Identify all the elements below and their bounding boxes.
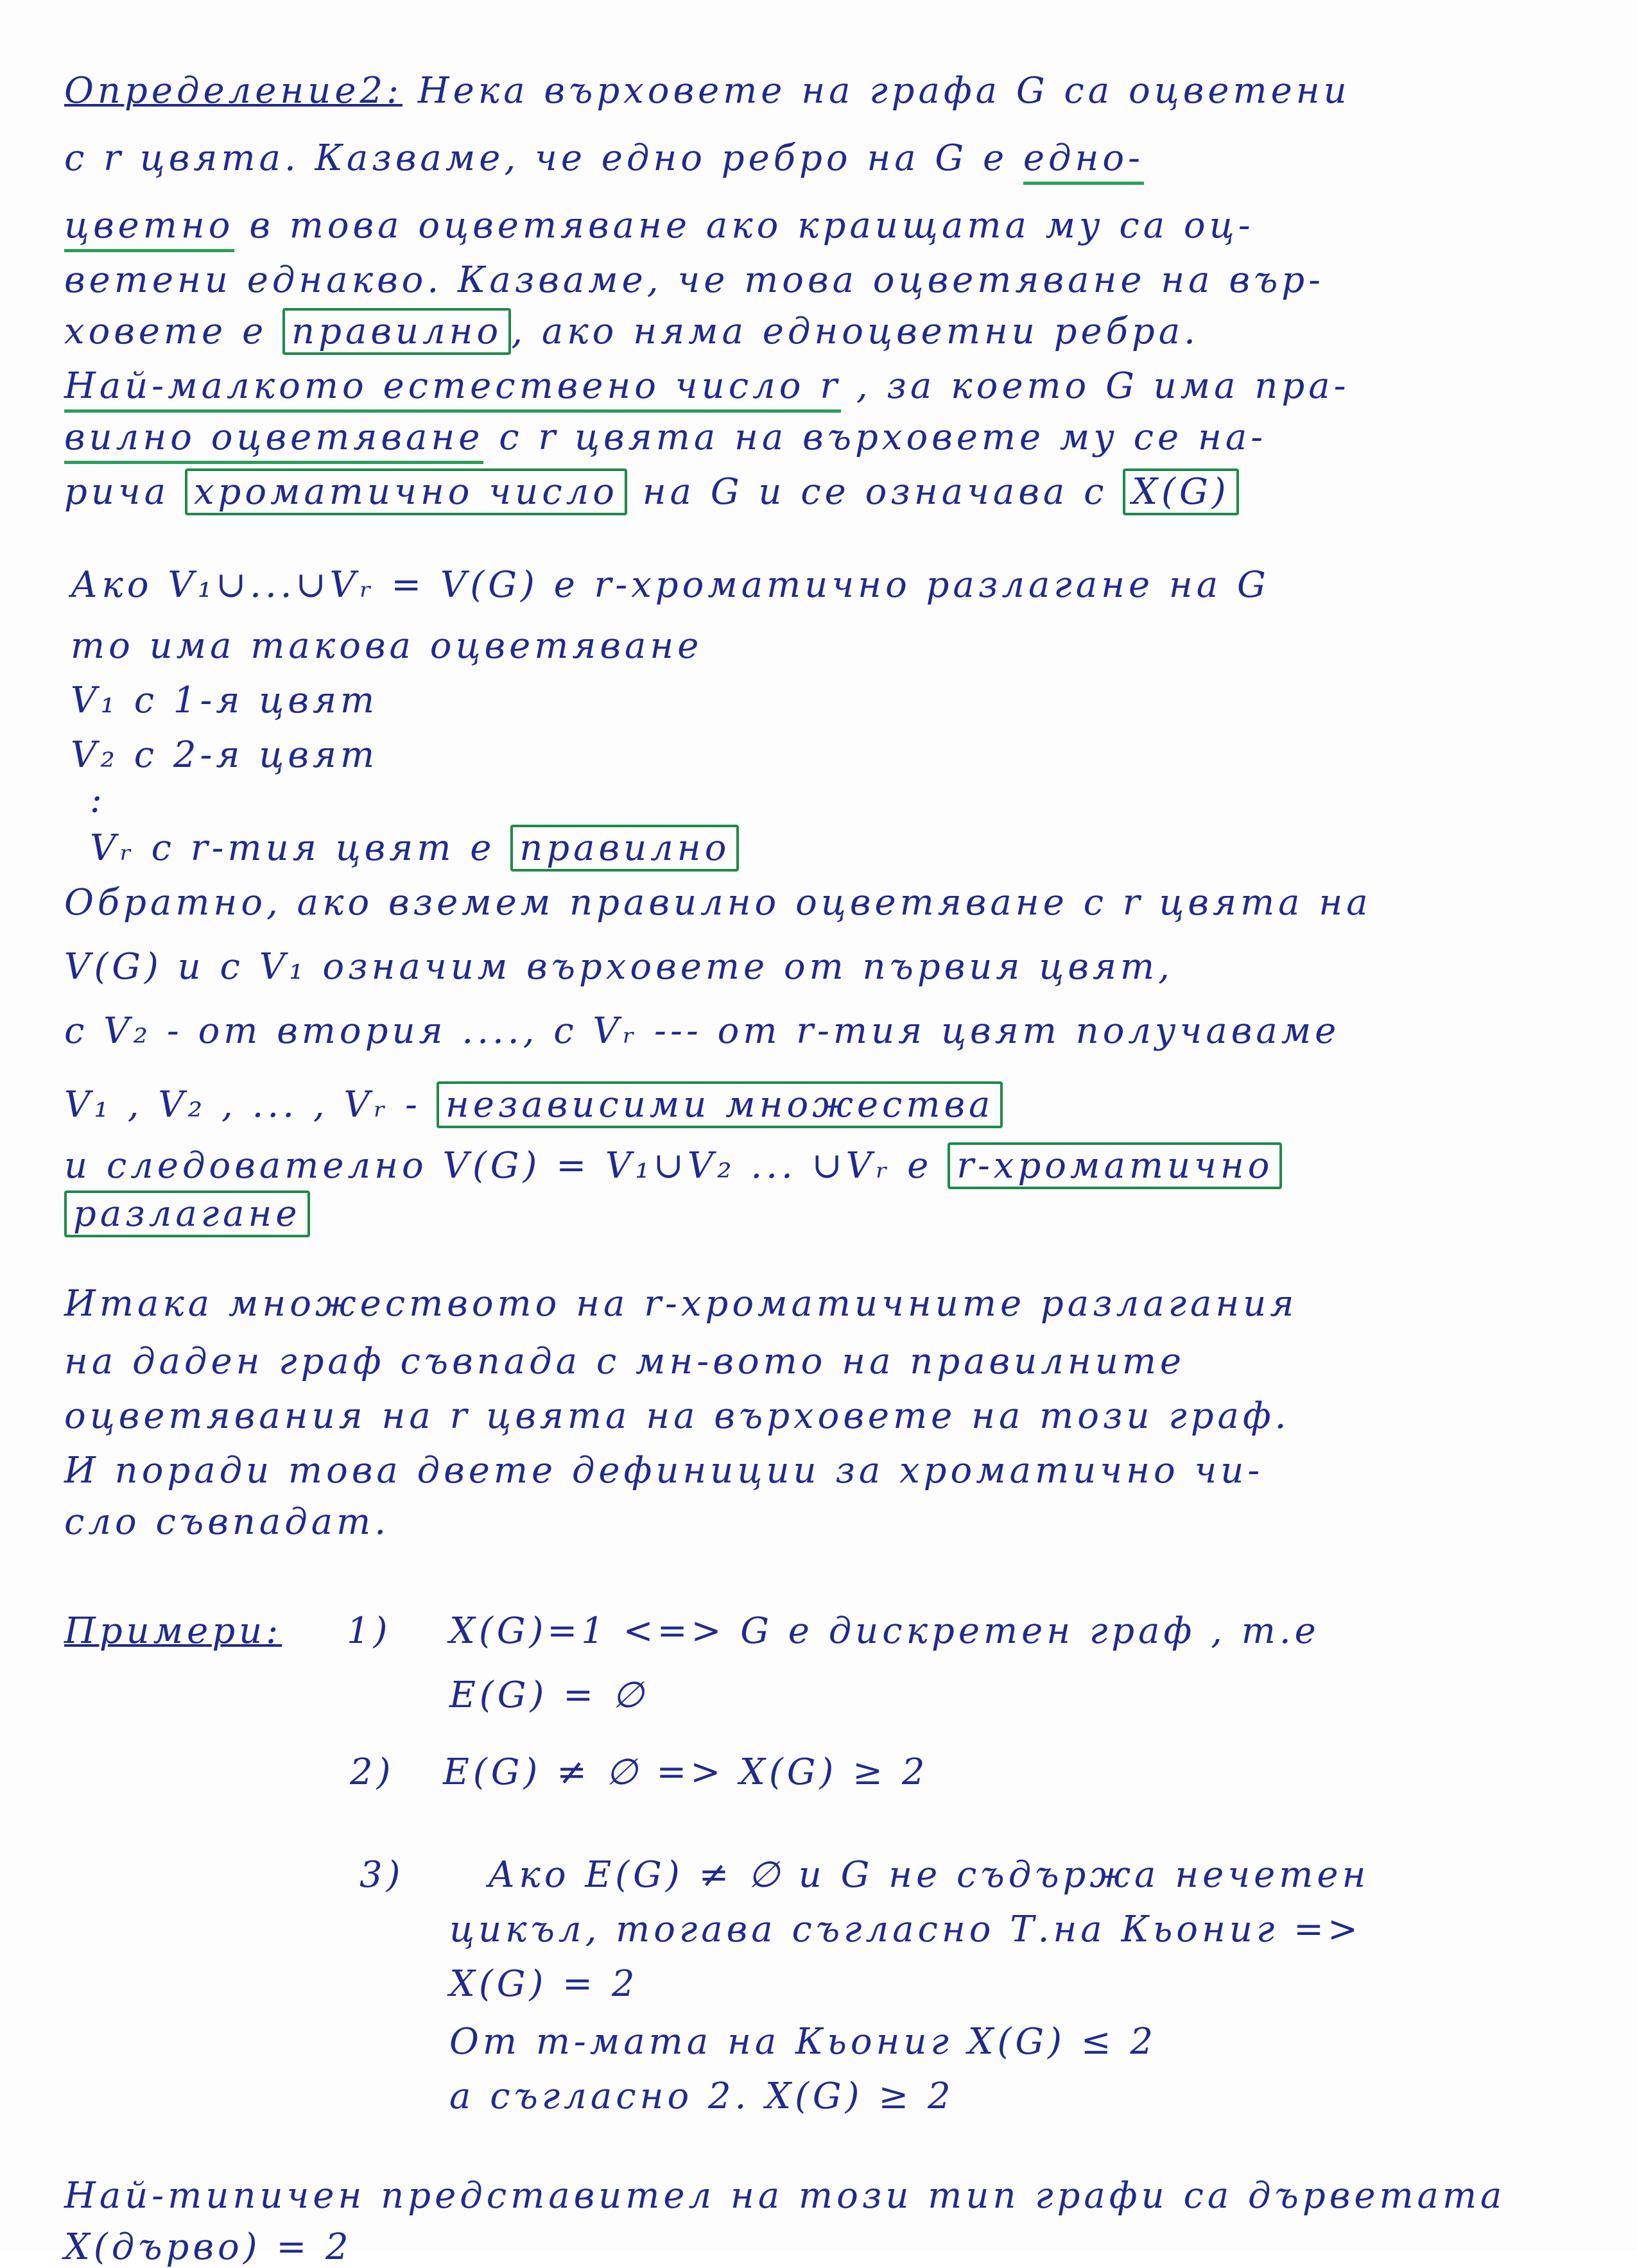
definition-text: Нека върховете на графа G са оцветени bbox=[417, 70, 1351, 112]
definition-text: , ако няма едноцветни ребра. bbox=[511, 311, 1199, 352]
converse-line-3: с V₂ - от втория ...., с Vᵣ --- от r-тия цвят получаваме bbox=[64, 1010, 1340, 1052]
decomposition-line-4: V₂ с 2-я цвят bbox=[71, 734, 379, 776]
definition-text: на G и се означава с bbox=[642, 471, 1108, 513]
footer-line-1: Най-типичен представител на този тип графи са дърветата bbox=[64, 2175, 1506, 2217]
boxed-term: независими множества bbox=[437, 1081, 1003, 1128]
boxed-term: хроматично число bbox=[185, 468, 627, 515]
definition-line-4 bbox=[64, 260, 1324, 301]
converse-text: и следователно V(G) = V₁∪V₂ ... ∪Vᵣ е bbox=[64, 1145, 933, 1187]
definition-line-5 bbox=[64, 311, 1199, 352]
decomposition-line-3: V₁ с 1-я цвят bbox=[71, 680, 379, 721]
converse-line-1: Обратно, ако вземем правилно оцветяване с r цвята на bbox=[64, 882, 1372, 924]
example-1-num: 1) bbox=[347, 1610, 392, 1652]
example-3-line-3: X(G) = 2 bbox=[449, 1963, 639, 2005]
example-2-num: 2) bbox=[350, 1751, 395, 1793]
conclusion-line-1: Итака множеството на r-хроматичните разлагания bbox=[64, 1283, 1298, 1325]
example-3-num: 3) bbox=[359, 1854, 404, 1896]
definition-line-7 bbox=[64, 417, 1267, 458]
highlighted-term: Най-малкото естествено число r bbox=[64, 365, 841, 413]
definition-line-8 bbox=[64, 472, 1239, 513]
definition-line-2 bbox=[64, 138, 1144, 179]
converse-text: V₁ , V₂ , ... , Vᵣ - bbox=[64, 1084, 421, 1126]
converse-line-2: V(G) и с V₁ означим върховете от първия цвят, bbox=[64, 946, 1174, 988]
example-3-line-4: От т-мата на Кьониг X(G) ≤ 2 bbox=[449, 2021, 1157, 2063]
definition-text: с r цвята. Казваме, че едно ребро на G е bbox=[64, 137, 1009, 179]
definition-line-1 bbox=[64, 71, 1351, 112]
converse-line-6 bbox=[64, 1194, 310, 1235]
decomposition-line-1: Ако V₁∪...∪Vᵣ = V(G) е r-хроматично разлагане на G bbox=[71, 564, 1270, 606]
boxed-term: r-хроматично bbox=[948, 1142, 1282, 1189]
definition-line-3 bbox=[64, 205, 1254, 246]
boxed-term: разлагане bbox=[64, 1190, 310, 1237]
highlighted-term: вилно оцветяване bbox=[64, 417, 483, 464]
example-3-line-1: Ако E(G) ≠ ∅ и G не съдържа нечетен bbox=[488, 1854, 1370, 1896]
definition-label: Определение2: bbox=[64, 70, 403, 112]
examples-label: Примери: bbox=[64, 1610, 282, 1652]
definition-line-6 bbox=[64, 366, 1350, 407]
conclusion-line-4: И поради това двете дефиниции за хроматично чи- bbox=[64, 1450, 1264, 1491]
decomposition-line-5: : bbox=[90, 779, 106, 821]
decomposition-line-6 bbox=[90, 828, 739, 869]
definition-text: ветени еднакво. Казваме, че това оцветяване на вър- bbox=[64, 259, 1325, 301]
boxed-term: правилно bbox=[282, 308, 511, 355]
definition-text: в това оцветяване ако краищата му са оц- bbox=[249, 205, 1254, 246]
footer-line-2: X(дърво) = 2 bbox=[64, 2226, 352, 2268]
converse-line-5 bbox=[64, 1146, 1282, 1187]
definition-text: , за което G има пра- bbox=[856, 365, 1350, 407]
decomposition-text: Vᵣ с r-тия цвят е bbox=[90, 827, 496, 869]
definition-text: с r цвята на върховете му се на- bbox=[499, 417, 1267, 458]
boxed-notation: X(G) bbox=[1123, 468, 1238, 515]
example-3-line-2: цикъл, тогава съгласно Т.на Кьониг => bbox=[449, 1909, 1362, 1950]
example-2-line-1: E(G) ≠ ∅ => X(G) ≥ 2 bbox=[443, 1751, 929, 1793]
definition-text: ховете е bbox=[64, 311, 268, 352]
conclusion-line-3: оцветявания на r цвята на върховете на този граф. bbox=[64, 1395, 1290, 1437]
example-1-line-2: E(G) = ∅ bbox=[449, 1674, 648, 1716]
example-1-line-1: X(G)=1 <=> G е дискретен граф , т.е bbox=[449, 1610, 1320, 1652]
boxed-term: правилно bbox=[510, 825, 739, 872]
highlighted-term: едно- bbox=[1023, 137, 1144, 185]
highlighted-term: цветно bbox=[64, 205, 234, 252]
converse-line-4 bbox=[64, 1085, 1003, 1126]
decomposition-line-2: то има такова оцветяване bbox=[71, 625, 703, 667]
example-3-line-5: а съгласно 2. X(G) ≥ 2 bbox=[449, 2075, 955, 2117]
examples-heading bbox=[64, 1611, 282, 1652]
conclusion-line-5: сло съвпадат. bbox=[64, 1501, 390, 1543]
conclusion-line-2: на даден граф съвпада с мн-вото на правилните bbox=[64, 1341, 1186, 1382]
definition-text: рича bbox=[64, 471, 170, 513]
